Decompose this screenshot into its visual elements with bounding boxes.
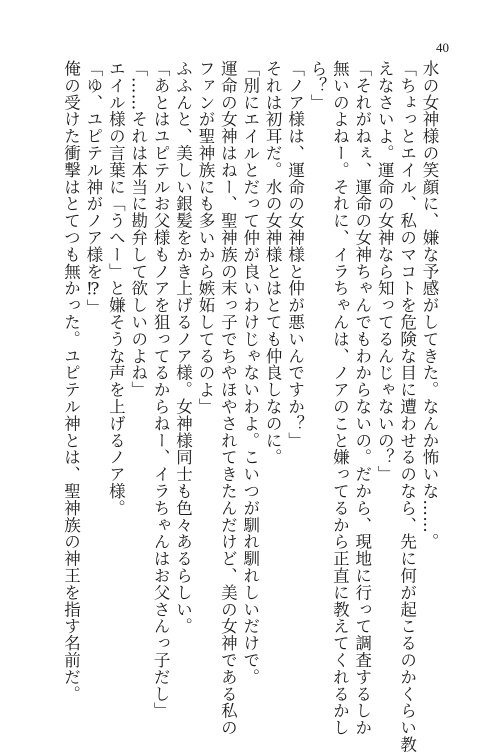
text-line: 「ノア様は、運命の女神様と仲が悪いんですか？」 <box>285 60 305 449</box>
text-line: 「ちょっとエイル、私のマコトを危険な目に遭わせるのなら、先に何が起こるのかくらい教 <box>397 60 417 753</box>
text-line: ファンが聖神族にも多いから嫉妬してるのよ」 <box>195 60 215 415</box>
text-line: 「ゆ、ユピテル神がノア様を⁉」 <box>83 60 103 316</box>
vertical-text-body <box>40 60 440 753</box>
text-line: エイル様の言葉に「うへー」と嫌そうな声を上げるノア様。 <box>106 60 126 517</box>
text-line: 「別にエイルとだって仲が良いわけじゃないわよ。こいつが馴れ馴れしいだけで。 <box>240 60 260 686</box>
text-line: 水の女神様の笑顔に、嫌な予感がしてきた。なんか怖いな……。 <box>420 60 439 551</box>
text-line: 無いのよねー。それに、イラちゃんは、ノアのこと嫌ってるから正直に教えてくれるかし <box>330 60 350 736</box>
text-line: ふふんと、美しい銀髪をかき上げるノア様。女神様同士も色々あるらしい。 <box>173 60 193 635</box>
text-line: それは初耳だ。水の女神様とはとても仲良しなのに。 <box>263 60 283 466</box>
text-line: 「それがねぇ、運命の女神ちゃんでもわからないの。だから、現地に行って調査するしか <box>352 60 372 736</box>
text-line: 俺の受けた衝撃はとてつも無かった。ユピテル神とは、聖神族の神王を指す名前だ。 <box>61 60 81 703</box>
page-number: 40 <box>436 40 449 55</box>
text-line: ら？」 <box>307 60 327 111</box>
text-line: 「……それは本当に勘弁して欲しいのよね」 <box>128 60 148 398</box>
text-line: えなさいよ。運命の女神なら知ってるんじゃないの？」 <box>375 60 395 483</box>
text-line: 運命の女神はねー、聖神族の末っ子でちやほやされてきたんだけど、美の女神である私の <box>218 60 238 736</box>
text-line: 「あとはユピテルお父様もノアを狙ってるからねー、イラちゃんはお父さんっ子だし」 <box>151 60 171 720</box>
